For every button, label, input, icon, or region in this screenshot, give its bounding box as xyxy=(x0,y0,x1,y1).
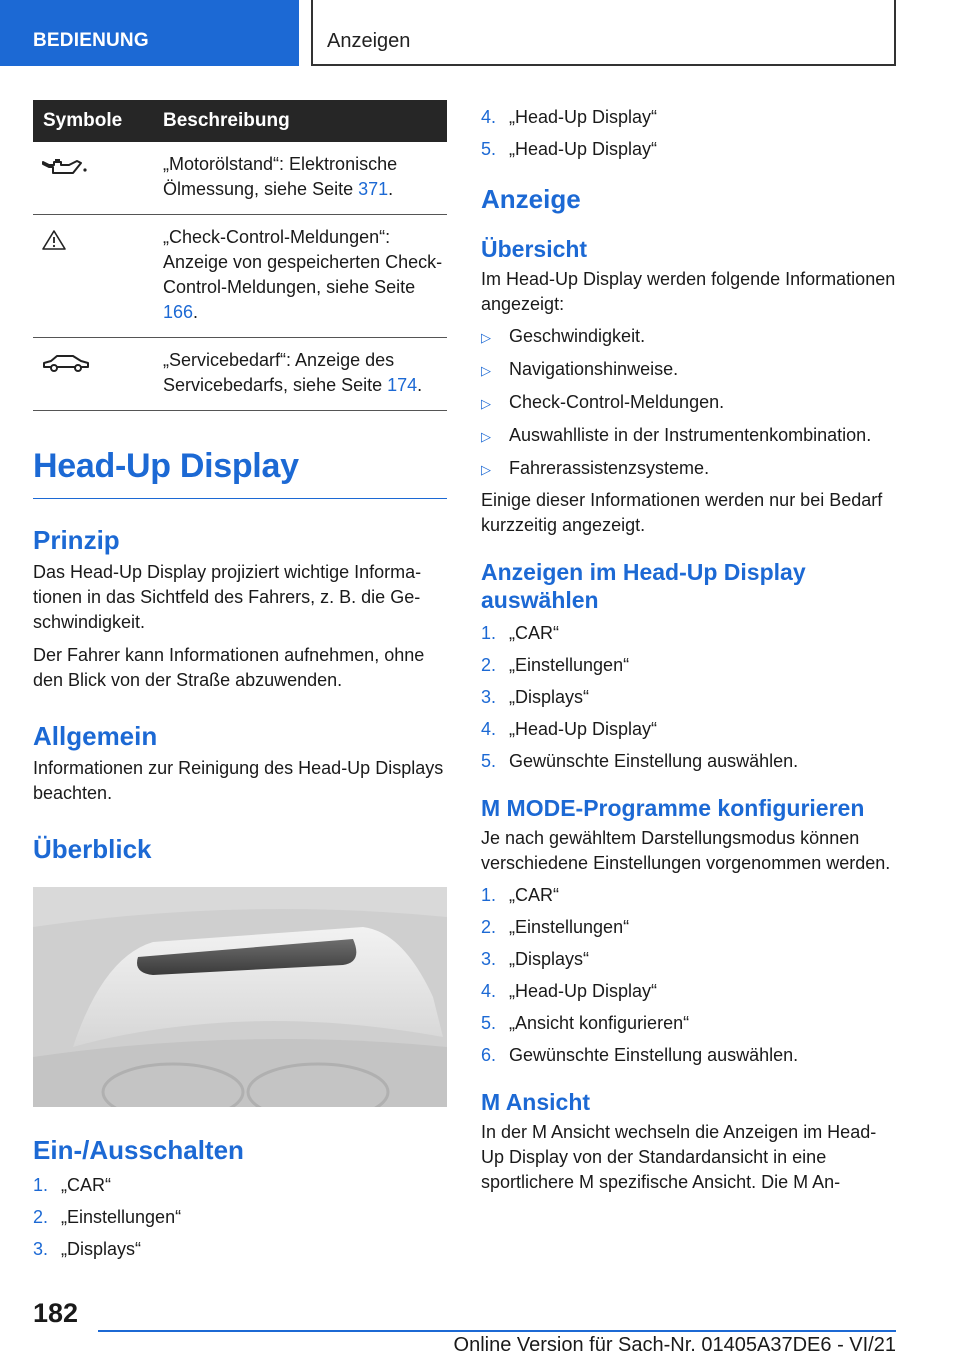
section-tab: BEDIENUNG xyxy=(0,0,299,66)
list-item: 1. „CAR“ xyxy=(481,623,559,643)
triangle-bullet-icon: ▷ xyxy=(481,462,491,477)
list-item: 3. „Displays“ xyxy=(33,1239,142,1259)
page-reference-link[interactable]: 166 xyxy=(163,302,194,322)
table-header-symbole: Symbole xyxy=(33,100,163,142)
list-item: ▷ Fahrerassistenzsysteme. xyxy=(481,456,897,482)
paragraph: Informationen zur Reinigung des Head-Up Displays beachten. xyxy=(33,758,444,803)
steps-list xyxy=(481,621,897,774)
list-item: 3. „Displays“ xyxy=(481,687,590,707)
table-row: „Motorölstand“: Elektronische Ölmessung, siehe Seite 371. xyxy=(33,142,447,215)
page-reference-link[interactable]: 174 xyxy=(387,375,418,395)
list-item: ▷ Auswahlliste in der Instrumentenkombination. xyxy=(481,423,897,449)
paragraph: Im Head-Up Display werden folgende Informationen angezeigt: xyxy=(481,269,896,314)
triangle-bullet-icon: ▷ xyxy=(481,429,491,444)
list-item: 2. „Einstellungen“ xyxy=(481,655,630,675)
warning-triangle-icon xyxy=(41,235,67,255)
right-column xyxy=(481,98,897,1195)
heading-ueberblick: Überblick xyxy=(33,834,152,864)
paragraph: Einige dieser Informationen werden nur bei Bedarf kurzzeitig angezeigt. xyxy=(481,490,883,535)
heading-uebersicht: Übersicht xyxy=(481,236,588,262)
footer-divider xyxy=(98,1330,896,1332)
list-item: 1. „CAR“ xyxy=(33,1175,111,1195)
page-header xyxy=(0,0,960,66)
list-item: ▷ Check-Control-Meldungen. xyxy=(481,390,897,416)
steps-list xyxy=(481,883,897,1068)
chapter-tab: Anzeigen xyxy=(311,0,896,66)
steps-list xyxy=(33,1173,447,1262)
heading-m-ansicht: M Ansicht xyxy=(481,1089,591,1115)
page-number: 182 xyxy=(33,1298,79,1328)
list-item: ▷ Geschwindigkeit. xyxy=(481,324,897,350)
paragraph: Der Fahrer kann Informationen aufnehmen, ohne den Blick von der Straße abzuwenden. xyxy=(33,645,425,690)
heading-anzeige: Anzeige xyxy=(481,184,581,214)
triangle-bullet-icon: ▷ xyxy=(481,396,491,411)
list-item: 2. „Einstellungen“ xyxy=(33,1207,182,1227)
triangle-bullet-icon: ▷ xyxy=(481,363,491,378)
list-item: 4. „Head-Up Display“ xyxy=(481,107,658,127)
list-item: 2. „Einstellungen“ xyxy=(481,917,630,937)
heading-allgemein: Allgemein xyxy=(33,721,158,751)
heading-m-mode: M MODE-Programme konfigurieren xyxy=(481,795,865,821)
footer-text: Online Version für Sach-Nr. 01405A37DE6 - VI/21 xyxy=(453,1334,896,1356)
heading-prinzip: Prinzip xyxy=(33,525,120,555)
left-column xyxy=(33,100,447,1262)
table-row: „Servicebedarf“: Anzeige des Servicebedarfs, siehe Seite 174. xyxy=(33,338,447,411)
heading-anzeigen-auswaehlen: Anzeigen im Head-Up Display auswählen xyxy=(481,559,806,613)
list-item: 5. „Ansicht konfigurieren“ xyxy=(481,1013,690,1033)
list-item: 4. „Head-Up Display“ xyxy=(481,981,658,1001)
triangle-bullet-icon: ▷ xyxy=(481,330,491,345)
paragraph: In der M Ansicht wechseln die Anzeigen im Head-Up Display von der Standardansicht in eine sportlichere M spezifische Ansicht. Die M An- xyxy=(481,1122,877,1192)
list-item: 5. Gewünschte Einstellung auswählen. xyxy=(481,751,799,771)
car-service-icon xyxy=(41,358,91,378)
list-item: 1. „CAR“ xyxy=(481,885,559,905)
head-up-display-photo xyxy=(33,887,447,1107)
list-item: 4. „Head-Up Display“ xyxy=(481,719,658,739)
heading-ein-ausschalten: Ein-/Ausschalten xyxy=(33,1135,244,1165)
table-header-beschreibung: Beschreibung xyxy=(163,100,447,142)
list-item: 5. „Head-Up Display“ xyxy=(481,139,658,159)
paragraph: Das Head-Up Display projiziert wichtige Informationen in das Sichtfeld des Fahrers, z. B. die Geschwindigkeit. xyxy=(33,562,422,632)
bullet-list xyxy=(481,324,897,482)
page-reference-link[interactable]: 371 xyxy=(358,179,389,199)
list-item: 3. „Displays“ xyxy=(481,949,590,969)
steps-list-continued xyxy=(481,105,897,162)
section-title: Head-Up Display xyxy=(33,447,447,499)
symbol-table xyxy=(33,100,447,411)
list-item: 6. Gewünschte Einstellung auswählen. xyxy=(481,1045,799,1065)
oil-can-icon xyxy=(41,162,89,182)
table-row: „Check-Control-Meldungen“: Anzeige von gespeicherten Check-Control-Meldungen, siehe Seite 166. xyxy=(33,215,447,338)
list-item: ▷ Navigationshinweise. xyxy=(481,357,897,383)
paragraph: Je nach gewähltem Darstellungsmodus können verschiedene Einstellungen vorgenommen werden. xyxy=(481,828,891,873)
